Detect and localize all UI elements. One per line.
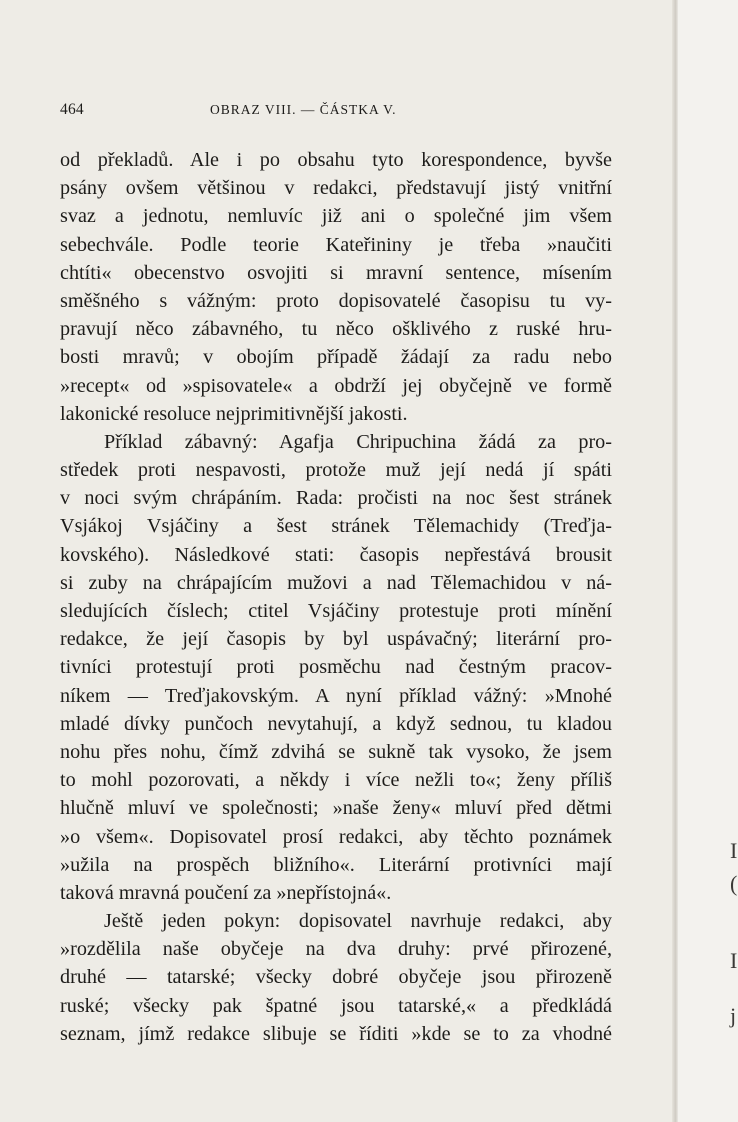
text-line: lakonické resoluce nejprimitivnější jakosti. bbox=[60, 402, 408, 425]
text-line: sledujících číslech; ctitel Vsjáčiny protestuje proti mínění bbox=[60, 600, 612, 622]
text-line: redakce, že její časopis by byl uspávačný; literární pro- bbox=[60, 628, 612, 651]
text-line: si zuby na chrápajícím mužovi a nad Tělemachidou v ná- bbox=[60, 571, 612, 594]
text-line: v noci svým chrápáním. Rada: pročisti na noc šest stránek bbox=[60, 487, 612, 510]
text-line: hlučně mluví ve společnosti; »naše ženy« mluví před dětmi bbox=[60, 797, 612, 820]
text-line: od překladů. Ale i po obsahu tyto korespondence, byvše bbox=[60, 149, 612, 171]
running-head: OBRAZ VIII. — ČÁSTKA V. bbox=[210, 102, 397, 117]
text-line: chtíti« obecenstvo osvojiti si mravní sentence, mísením bbox=[60, 261, 612, 284]
text-line: taková mravná poučení za »nepřístojná«. bbox=[60, 881, 392, 904]
paragraph-start-line: Příklad zábavný: Agafja Chripuchina žádá za pro- bbox=[104, 430, 612, 453]
text-line: mladé dívky punčoch nevytahují, a když sednou, tu kladou bbox=[60, 712, 612, 735]
text-line: »o všem«. Dopisovatel prosí redakci, aby těchto poznámek bbox=[60, 825, 612, 848]
text-line: středek proti nespavosti, protože muž její nedá jí spáti bbox=[60, 459, 612, 482]
text-line: níkem — Treďjakovským. A nyní příklad vážný: »Mnohé bbox=[60, 684, 612, 707]
text-line: seznam, jímž redakce slibuje se říditi »kde se to za vhodné bbox=[60, 1022, 612, 1045]
text-line: druhé — tatarské; všecky dobré obyčeje jsou přirozeně bbox=[60, 966, 612, 989]
text-line: sebechvále. Podle teorie Kateřininy je třeba »naučiti bbox=[60, 233, 612, 256]
text-line: tivníci protestují proti posměchu nad čestným pracov- bbox=[60, 656, 612, 679]
text-line: »užila na prospěch bližního«. Literární protivníci mají bbox=[60, 853, 612, 876]
paragraph-start-line: Ještě jeden pokyn: dopisovatel navrhuje redakci, aby bbox=[104, 910, 612, 933]
text-line: bosti mravů; v obojím případě žádají za radu nebo bbox=[60, 346, 612, 369]
text-line: ruské; všecky pak špatné jsou tatarské,« a předkládá bbox=[60, 994, 612, 1017]
text-line: kovského). Následkové stati: časopis nepřestává brousit bbox=[60, 543, 612, 566]
text-line: psány ovšem většinou v redakci, představují jistý vnitřní bbox=[60, 177, 612, 200]
text-line: pravují něco zábavného, tu něco ošklivého z ruské hru- bbox=[60, 318, 612, 341]
facing-page-fragment: j bbox=[730, 1003, 737, 1028]
facing-page-fragment: I bbox=[730, 948, 738, 973]
text-line: »recept« od »spisovatele« a obdrží jej obyčejně ve formě bbox=[60, 374, 612, 397]
facing-page-edge bbox=[678, 0, 738, 1122]
text-line: Vsjákoj Vsjáčiny a šest stránek Tělemachidy (Treďja- bbox=[60, 515, 612, 538]
text-line: svaz a jednotu, nemluvíc již ani o společné jim všem bbox=[60, 205, 612, 228]
text-line: směšného s vážným: proto dopisovatelé časopisu tu vy- bbox=[60, 289, 612, 312]
page-header bbox=[60, 101, 440, 123]
body-text bbox=[60, 146, 612, 1048]
text-line: to mohl pozorovati, a někdy i více nežli to«; ženy příliš bbox=[60, 769, 612, 792]
facing-page-fragment: ( bbox=[730, 871, 738, 896]
text-line: nohu přes nohu, čímž zdvihá se sukně tak vysoko, že jsem bbox=[60, 740, 612, 763]
facing-page-fragment: I bbox=[730, 838, 738, 863]
text-line: »rozdělila naše obyčeje na dva druhy: prvé přirozené, bbox=[60, 938, 612, 961]
page-number: 464 bbox=[60, 101, 84, 118]
